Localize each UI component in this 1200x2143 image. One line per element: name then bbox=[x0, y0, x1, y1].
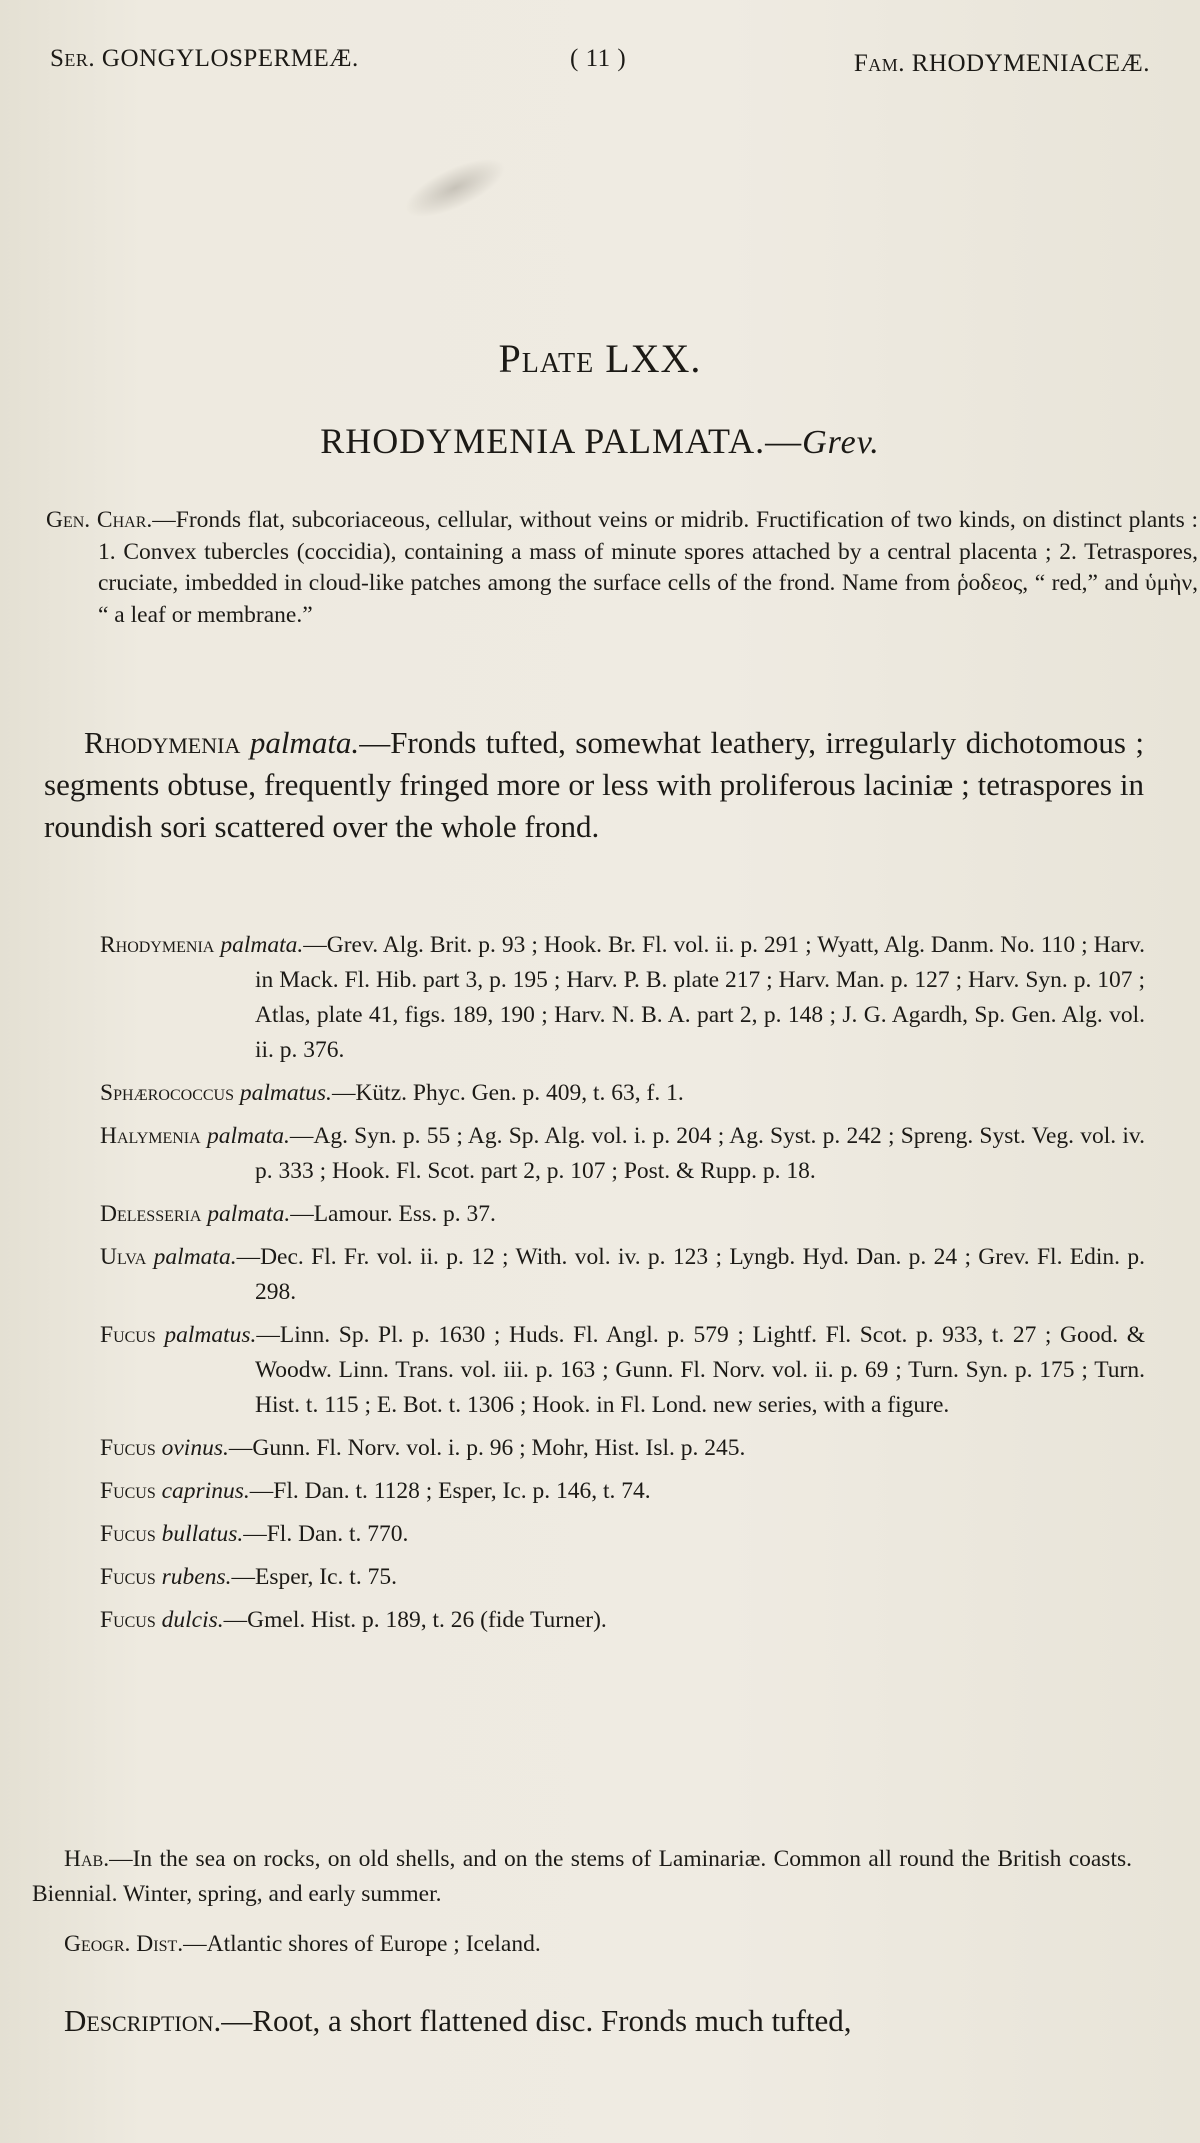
synonym-genus: Ulva bbox=[100, 1244, 147, 1270]
description bbox=[64, 2000, 1144, 2042]
synonym-entry bbox=[100, 1517, 1145, 1552]
synonym-entry bbox=[100, 1240, 1145, 1310]
ink-smudge bbox=[397, 147, 514, 230]
generic-character bbox=[46, 505, 1198, 631]
diagnosis-text: —Fronds tufted, somewhat leathery, irregularly dichotomous ; segments obtuse, frequently fringed more or less with proliferous laciniæ ; tetraspores in roundish sori scattered over the whole frond. bbox=[44, 725, 1145, 844]
habitat bbox=[32, 1842, 1132, 1912]
synonym-genus: Fucus bbox=[100, 1478, 156, 1504]
synonym-refs: —Dec. Fl. Fr. vol. ii. p. 12 ; With. vol. iv. p. 123 ; Lyngb. Hyd. Dan. p. 24 ; Grev. Fl. Edin. p. 298. bbox=[236, 1244, 1145, 1305]
description-text: —Root, a short flattened disc. Fronds much tufted, bbox=[221, 2003, 852, 2038]
synonym-genus: Sphærococcus bbox=[100, 1080, 234, 1106]
synonym-refs: —Gmel. Hist. p. 189, t. 26 (fide Turner). bbox=[223, 1607, 607, 1633]
synonym-species: palmatus. bbox=[239, 1080, 332, 1106]
geogr-lead: Geogr. Dist. bbox=[64, 1931, 184, 1957]
habitat-lead: Hab. bbox=[64, 1846, 110, 1872]
synonym-refs: —Linn. Sp. Pl. p. 1630 ; Huds. Fl. Angl. p. 579 ; Lightf. Fl. Scot. p. 933, t. 27 ; Good. & Woodw. Linn. Trans. vol. iii. p. 163 ; Gunn. Fl. Norv. vol. ii. p. 69 ; Turn. Syn. p. 175 ; Turn. Hist. t. 115 ; E. Bot. t. 1306 ; Hook. in Fl. Lond. new series, with a figure. bbox=[255, 1322, 1146, 1418]
synonym-genus: Rhodymenia bbox=[100, 932, 215, 958]
synonym-entry bbox=[100, 1560, 1145, 1595]
synonym-genus: Fucus bbox=[100, 1564, 156, 1590]
running-header bbox=[50, 40, 1150, 80]
species-title bbox=[0, 420, 1200, 462]
plate-title: Plate LXX. bbox=[498, 336, 702, 381]
gen-char-lead: Gen. Char. bbox=[46, 507, 153, 533]
synonym-genus: Delesseria bbox=[100, 1201, 202, 1227]
header-family: Fam. RHODYMENIACEÆ. bbox=[853, 50, 1150, 77]
species-name: RHODYMENIA PALMATA.— bbox=[320, 421, 803, 461]
synonym-entry bbox=[100, 1119, 1145, 1189]
synonym-species: palmata. bbox=[207, 1201, 291, 1227]
synonym-refs: —Grev. Alg. Brit. p. 93 ; Hook. Br. Fl. vol. ii. p. 291 ; Wyatt, Alg. Danm. No. 110 ; Harv. in Mack. Fl. Hib. part 3, p. 195 ; Harv. P. B. plate 217 ; Harv. Man. p. 127 ; Harv. Syn. p. 107 ; Atlas, plate 41, figs. 189, 190 ; Harv. N. B. A. part 2, p. 148 ; J. G. Agardh, Sp. Gen. Alg. vol. ii. p. 376. bbox=[255, 932, 1146, 1063]
species-diagnosis bbox=[44, 722, 1144, 848]
synonym-species: palmatus. bbox=[164, 1322, 257, 1348]
synonym-refs: —Lamour. Ess. p. 37. bbox=[290, 1201, 496, 1227]
synonymy-list bbox=[100, 928, 1145, 1646]
page-number: ( 11 ) bbox=[570, 45, 627, 72]
synonym-refs: —Fl. Dan. t. 1128 ; Esper, Ic. p. 146, t. 74. bbox=[249, 1478, 651, 1504]
header-series: Ser. GONGYLOSPERMEÆ. bbox=[50, 45, 359, 72]
synonym-species: palmata. bbox=[153, 1244, 237, 1270]
geographic-distribution bbox=[64, 1927, 1144, 1962]
synonym-species: bullatus. bbox=[161, 1521, 244, 1547]
geogr-text: —Atlantic shores of Europe ; Iceland. bbox=[183, 1931, 541, 1957]
synonym-entry bbox=[100, 1197, 1145, 1232]
synonym-genus: Fucus bbox=[100, 1435, 156, 1461]
synonym-species: rubens. bbox=[161, 1564, 232, 1590]
species-authority: Grev. bbox=[802, 424, 880, 461]
synonym-refs: —Kütz. Phyc. Gen. p. 409, t. 63, f. 1. bbox=[331, 1080, 684, 1106]
synonym-entry bbox=[100, 1603, 1145, 1638]
synonym-species: palmata. bbox=[206, 1123, 290, 1149]
description-lead: Description. bbox=[64, 2003, 222, 2038]
synonym-entry bbox=[100, 1431, 1145, 1466]
diagnosis-genus: Rhodymenia bbox=[84, 725, 241, 760]
synonym-entry bbox=[100, 1076, 1145, 1111]
synonym-entry bbox=[100, 928, 1145, 1068]
synonym-species: caprinus. bbox=[161, 1478, 250, 1504]
synonym-refs: —Ag. Syn. p. 55 ; Ag. Sp. Alg. vol. i. p. 204 ; Ag. Syst. p. 242 ; Spreng. Syst. Veg. vol. iv. p. 333 ; Hook. Fl. Scot. part 2, p. 107 ; Post. & Rupp. p. 18. bbox=[255, 1123, 1146, 1184]
gen-char-text: —Fronds flat, subcoriaceous, cellular, without veins or midrib. Fructification of two kinds, on distinct plants : 1. Convex tubercles (coccidia), containing a mass of minute spores attached by a central placenta ; 2. Tetraspores, cruciate, imbedded in cloud-like patches among the surface cells of the frond. Name from ῥοδεος, “ red,” and ὑμὴν, “ a leaf or membrane.” bbox=[98, 507, 1198, 628]
synonym-refs: —Esper, Ic. t. 75. bbox=[231, 1564, 397, 1590]
synonym-species: ovinus. bbox=[161, 1435, 229, 1461]
synonym-entry bbox=[100, 1318, 1145, 1423]
synonym-species: dulcis. bbox=[161, 1607, 224, 1633]
synonym-genus: Halymenia bbox=[100, 1123, 201, 1149]
synonym-refs: —Fl. Dan. t. 770. bbox=[243, 1521, 409, 1547]
diagnosis-species: palmata. bbox=[249, 725, 360, 760]
synonym-genus: Fucus bbox=[100, 1521, 156, 1547]
synonym-entry bbox=[100, 1474, 1145, 1509]
synonym-genus: Fucus bbox=[100, 1607, 156, 1633]
synonym-species: palmata. bbox=[220, 932, 304, 958]
synonym-refs: —Gunn. Fl. Norv. vol. i. p. 96 ; Mohr, Hist. Isl. p. 245. bbox=[228, 1435, 746, 1461]
habitat-text: —In the sea on rocks, on old shells, and on the stems of Laminariæ. Common all round the British coasts. Biennial. Winter, spring, and early summer. bbox=[32, 1846, 1132, 1907]
synonym-genus: Fucus bbox=[100, 1322, 156, 1348]
